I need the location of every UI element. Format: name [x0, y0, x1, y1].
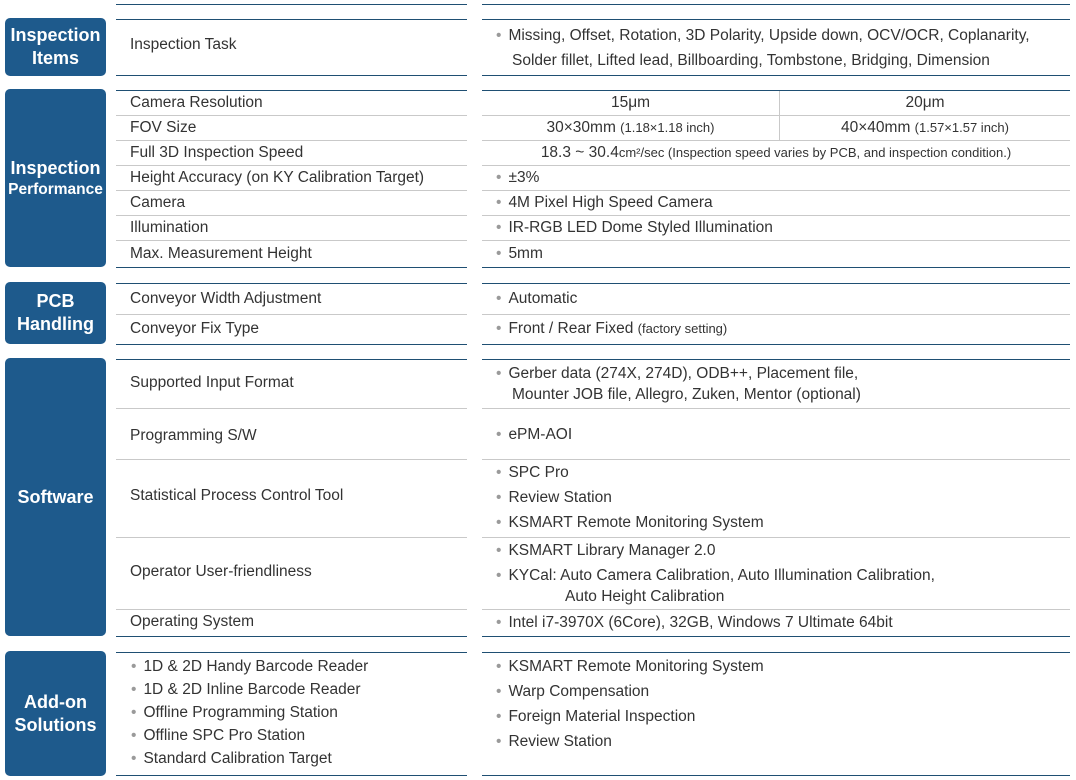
speed-note: cm²/sec (Inspection speed varies by PCB, and inspection condition.): [618, 145, 1012, 160]
max-height-value: 5mm: [508, 245, 543, 262]
user-friendly-item: [496, 542, 716, 560]
bullet-icon: •: [496, 320, 502, 337]
fov-col1: [482, 119, 779, 137]
spec-value-line1: Missing, Offset, Rotation, 3D Polarity, Upside down, OCV/OCR, Coplanarity,: [508, 27, 1030, 44]
rule: [482, 240, 1070, 241]
spec-value: [496, 194, 713, 212]
category-label-line2: Performance: [8, 180, 103, 198]
bullet-icon: •: [496, 245, 502, 262]
spc-item-label: KSMART Remote Monitoring System: [508, 514, 764, 531]
spec-value: [496, 219, 773, 237]
fix-type-value: Front / Rear Fixed: [508, 320, 634, 337]
spec-value: [496, 320, 727, 338]
spec-label: Programming S/W: [130, 427, 257, 444]
rule: [482, 775, 1070, 776]
bullet-icon: •: [496, 219, 502, 236]
rule: [482, 75, 1070, 76]
spec-label: Camera: [130, 194, 186, 211]
category-label-line1: Add-on: [24, 691, 87, 712]
spec-label: Full 3D Inspection Speed: [130, 144, 304, 161]
rule: [482, 90, 1070, 91]
bullet-icon: •: [496, 290, 502, 307]
spc-item: [496, 514, 764, 532]
bullet-icon: •: [131, 658, 137, 675]
spec-label: Statistical Process Control Tool: [130, 487, 344, 504]
bullet-icon: •: [496, 194, 502, 211]
addon-right-item: [496, 733, 612, 751]
category-inspection-items: [5, 18, 106, 76]
category-label: Software: [17, 486, 94, 507]
spec-label: Conveyor Width Adjustment: [130, 290, 322, 307]
addon-left-item: [131, 727, 305, 745]
rule: [482, 652, 1070, 653]
addon-left-item: [131, 658, 368, 676]
spec-value: [496, 290, 577, 308]
spec-value: [496, 614, 893, 632]
rule: [116, 140, 467, 141]
addon-left-label: Offline Programming Station: [143, 704, 338, 721]
fov-col1-main: 30×30mm: [546, 119, 616, 136]
rule: [116, 115, 467, 116]
rule: [116, 90, 467, 91]
rule: [482, 115, 1070, 116]
user-friendly-item1: KSMART Library Manager 2.0: [508, 542, 716, 559]
width-adj-value: Automatic: [508, 290, 578, 307]
category-label-line1: Inspection: [10, 157, 101, 178]
input-format-line1: Gerber data (274X, 274D), ODB++, Placement file,: [508, 365, 859, 382]
top-rule-left: [116, 4, 467, 5]
rule: [116, 165, 467, 166]
addon-right-label: KSMART Remote Monitoring System: [508, 658, 764, 675]
bullet-icon: •: [496, 542, 502, 559]
addon-left-item: [131, 750, 332, 768]
category-label-line2: Solutions: [14, 714, 97, 735]
addon-left-label: 1D & 2D Inline Barcode Reader: [143, 681, 361, 698]
category-label: PCB Handling: [17, 291, 94, 334]
illumination-value: IR-RGB LED Dome Styled Illumination: [508, 219, 773, 236]
spec-label: FOV Size: [130, 119, 197, 136]
spec-label: Operating System: [130, 613, 255, 630]
bullet-icon: •: [496, 567, 502, 584]
rule: [482, 636, 1070, 637]
fix-type-note: (factory setting): [637, 321, 728, 336]
rule: [482, 283, 1070, 284]
addon-left-label: 1D & 2D Handy Barcode Reader: [143, 658, 369, 675]
rule: [116, 190, 467, 191]
fov-col1-inch: (1.18×1.18 inch): [620, 120, 715, 135]
spec-value: [496, 245, 543, 263]
addon-right-label: Warp Compensation: [508, 683, 650, 700]
rule: [116, 267, 467, 268]
resolution-col2: 20μm: [905, 94, 945, 111]
rule: [482, 165, 1070, 166]
fov-col2-inch: (1.57×1.57 inch): [914, 120, 1009, 135]
bullet-icon: •: [496, 489, 502, 506]
spec-label: Illumination: [130, 219, 209, 236]
category-label: Inspection Items: [10, 25, 101, 68]
rule: [482, 314, 1070, 315]
spec-value: [496, 27, 1030, 45]
fov-col2-main: 40×40mm: [841, 119, 911, 136]
rule: [482, 459, 1070, 460]
speed-main: 18.3 ~ 30.4: [540, 144, 619, 161]
rule: [482, 140, 1070, 141]
rule: [482, 267, 1070, 268]
user-friendly-item: [496, 567, 935, 585]
spec-label: Camera Resolution: [130, 94, 263, 111]
rule: [116, 537, 467, 538]
spec-value: [496, 426, 572, 444]
spec-label: Operator User-friendliness: [130, 563, 312, 580]
rule: [116, 609, 467, 610]
addon-right-label: Review Station: [508, 733, 612, 750]
fov-col2: [780, 119, 1070, 137]
category-addon-solutions: [5, 651, 106, 776]
spec-value: [496, 365, 858, 383]
bullet-icon: •: [496, 464, 502, 481]
bullet-icon: •: [131, 704, 137, 721]
spc-item: [496, 464, 569, 482]
addon-right-item: [496, 683, 649, 701]
user-friendly-item2-line1: KYCal: Auto Camera Calibration, Auto Illumination Calibration,: [508, 567, 935, 584]
rule: [116, 283, 467, 284]
addon-right-item: [496, 658, 764, 676]
input-format-line2: Mounter JOB file, Allegro, Zuken, Mentor (optional): [512, 386, 861, 403]
rule: [482, 609, 1070, 610]
rule: [482, 537, 1070, 538]
rule: [116, 359, 467, 360]
spec-label: Inspection Task: [130, 36, 237, 53]
speed-value: [482, 144, 1070, 162]
addon-left-label: Standard Calibration Target: [143, 750, 332, 767]
user-friendly-item2-line2: Auto Height Calibration: [565, 588, 725, 605]
rule: [116, 75, 467, 76]
addon-left-item: [131, 704, 338, 722]
rule: [116, 19, 467, 20]
height-accuracy-value: ±3%: [508, 169, 540, 186]
bullet-icon: •: [131, 681, 137, 698]
resolution-col1: 15μm: [610, 94, 651, 111]
bullet-icon: •: [496, 733, 502, 750]
bullet-icon: •: [496, 365, 502, 382]
bullet-icon: •: [496, 658, 502, 675]
bullet-icon: •: [496, 27, 502, 44]
rule: [116, 652, 467, 653]
spec-value: [496, 169, 539, 187]
rule: [116, 314, 467, 315]
addon-right-item: [496, 708, 695, 726]
rule: [482, 215, 1070, 216]
bullet-icon: •: [496, 708, 502, 725]
rule: [116, 240, 467, 241]
rule: [482, 359, 1070, 360]
rule: [482, 19, 1070, 20]
rule: [116, 775, 467, 776]
bullet-icon: •: [496, 514, 502, 531]
spc-item-label: Review Station: [508, 489, 612, 506]
addon-left-item: [131, 681, 361, 699]
camera-value: 4M Pixel High Speed Camera: [508, 194, 713, 211]
rule: [116, 459, 467, 460]
rule: [116, 344, 467, 345]
rule: [482, 190, 1070, 191]
spec-label: Height Accuracy (on KY Calibration Target): [130, 169, 425, 186]
bullet-icon: •: [496, 426, 502, 443]
spec-label: Supported Input Format: [130, 374, 294, 391]
rule: [482, 344, 1070, 345]
category-pcb-handling: [5, 282, 106, 344]
addon-left-label: Offline SPC Pro Station: [143, 727, 306, 744]
spec-label: Max. Measurement Height: [130, 245, 312, 262]
rule: [116, 215, 467, 216]
bullet-icon: •: [131, 750, 137, 767]
top-rule-right: [482, 4, 1070, 5]
category-inspection-performance: [5, 89, 106, 267]
spc-item-label: SPC Pro: [508, 464, 569, 481]
addon-right-label: Foreign Material Inspection: [508, 708, 696, 725]
bullet-icon: •: [496, 169, 502, 186]
category-software: [5, 358, 106, 636]
spc-item: [496, 489, 612, 507]
rule: [116, 408, 467, 409]
bullet-icon: •: [131, 727, 137, 744]
spec-value-line2: Solder fillet, Lifted lead, Billboarding, Tombstone, Bridging, Dimension: [512, 52, 990, 69]
bullet-icon: •: [496, 683, 502, 700]
rule: [116, 636, 467, 637]
rule: [482, 408, 1070, 409]
programming-value: ePM-AOI: [508, 426, 573, 443]
bullet-icon: •: [496, 614, 502, 631]
spec-label: Conveyor Fix Type: [130, 320, 259, 337]
os-value: Intel i7-3970X (6Core), 32GB, Windows 7 Ultimate 64bit: [508, 614, 893, 631]
